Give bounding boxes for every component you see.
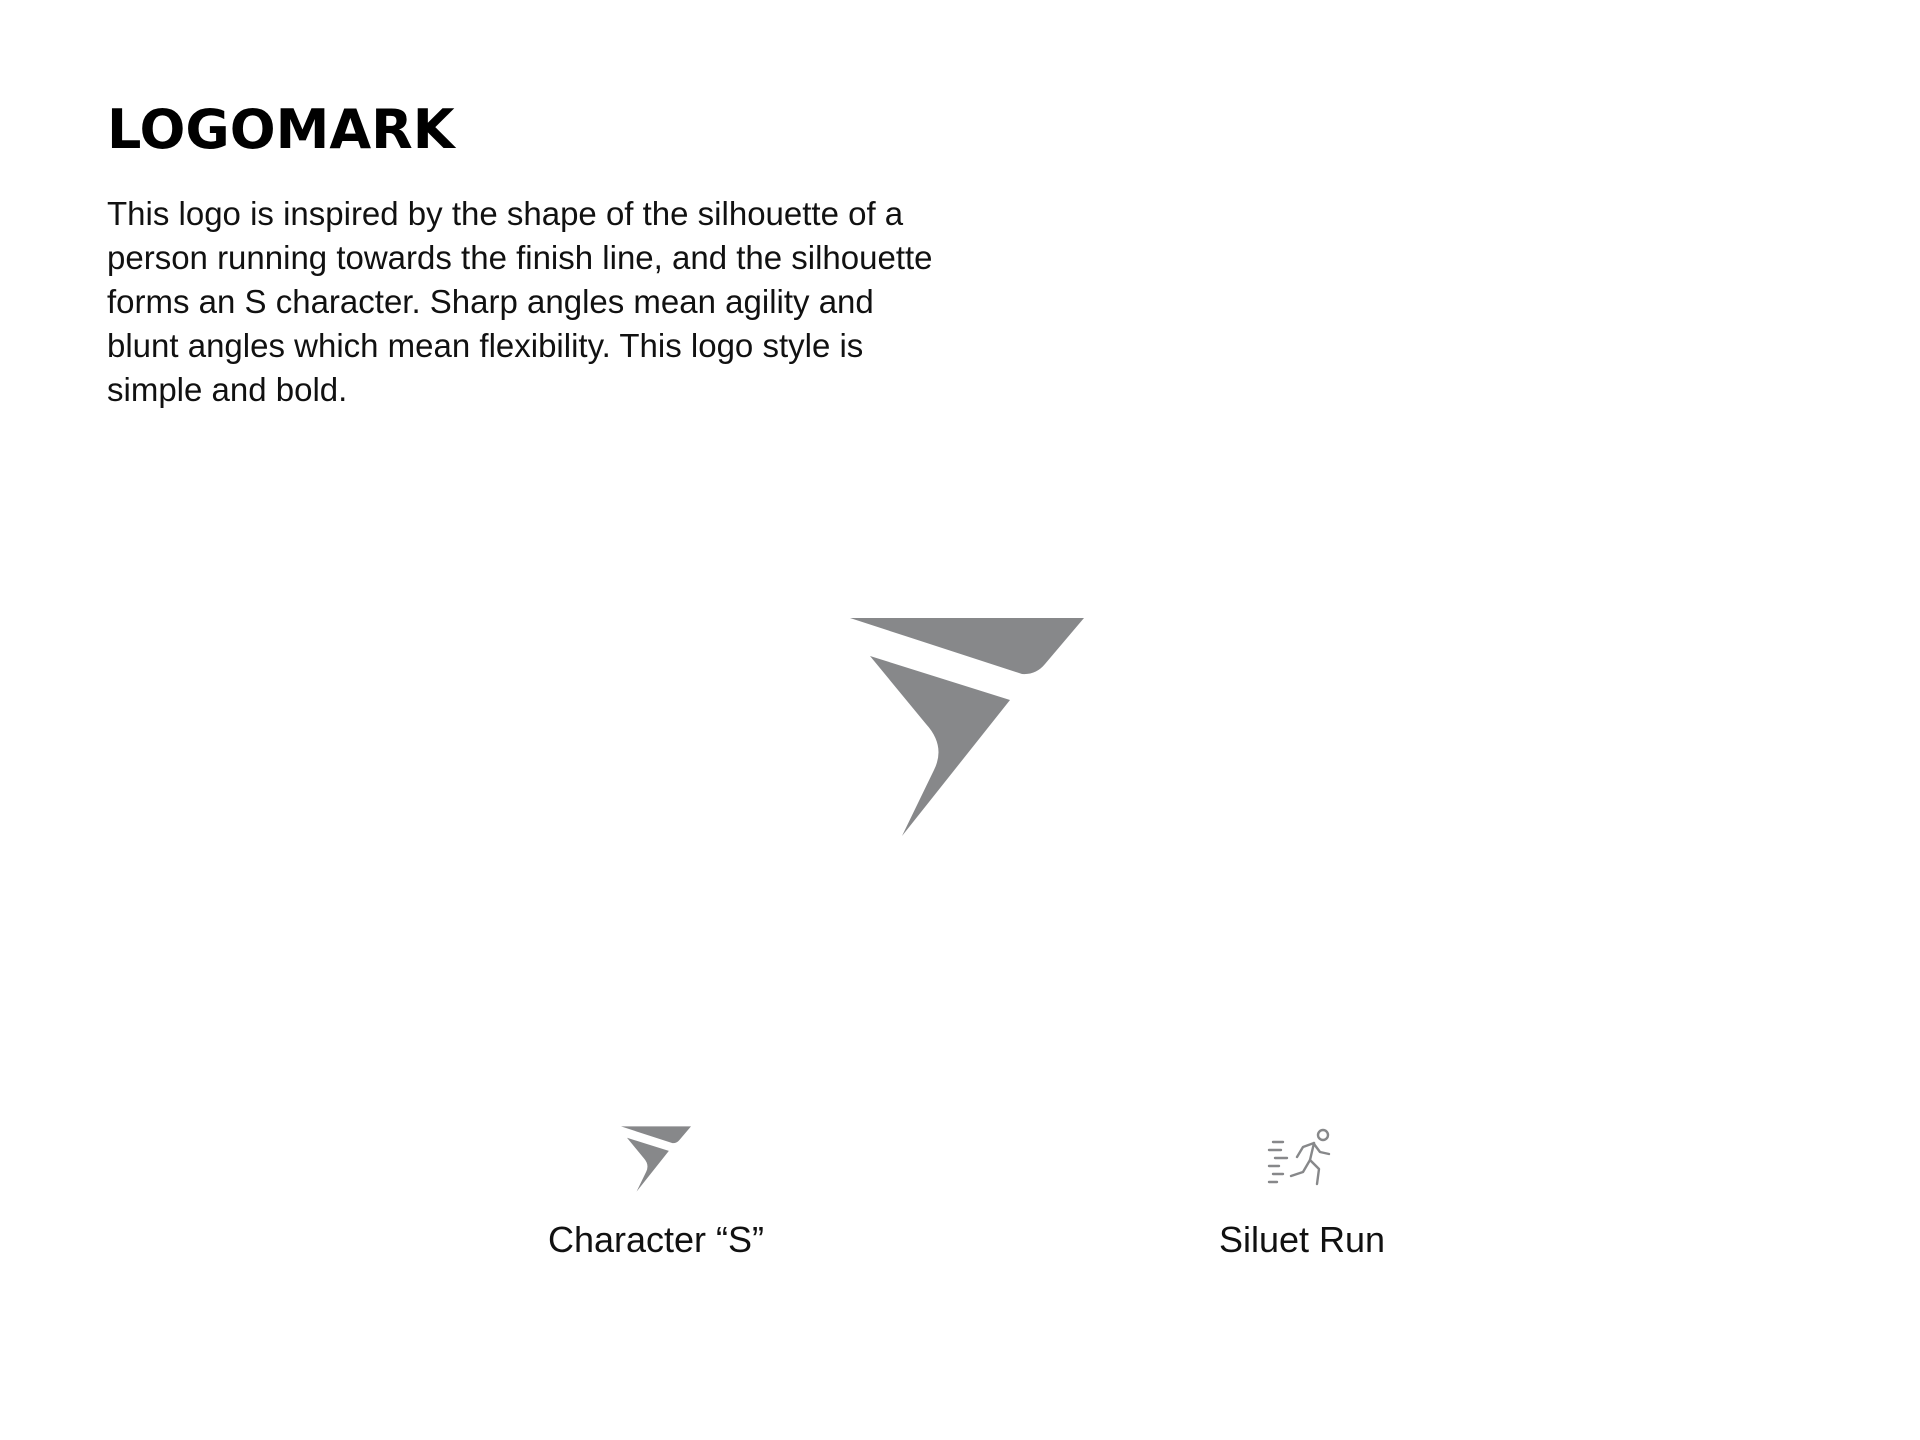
character-s-icon [621, 1124, 691, 1194]
variant-label-siluet-run: Siluet Run [1218, 1219, 1386, 1260]
page-title: LOGOMARK [107, 98, 455, 161]
logo-description: This logo is inspired by the shape of the silhouette of a person running towards the finish line, and the silhouette forms an S character. Sharp angles mean agility and blunt angles which mean flexibility. This logo style is simple and bold. [107, 195, 933, 408]
variant-siluet-run [1102, 1124, 1502, 1262]
variant-character-s [456, 1124, 856, 1262]
running-person-icon [1267, 1124, 1337, 1194]
variant-label-character-s: Character “S” [547, 1219, 765, 1260]
logomark-icon [850, 618, 1084, 836]
